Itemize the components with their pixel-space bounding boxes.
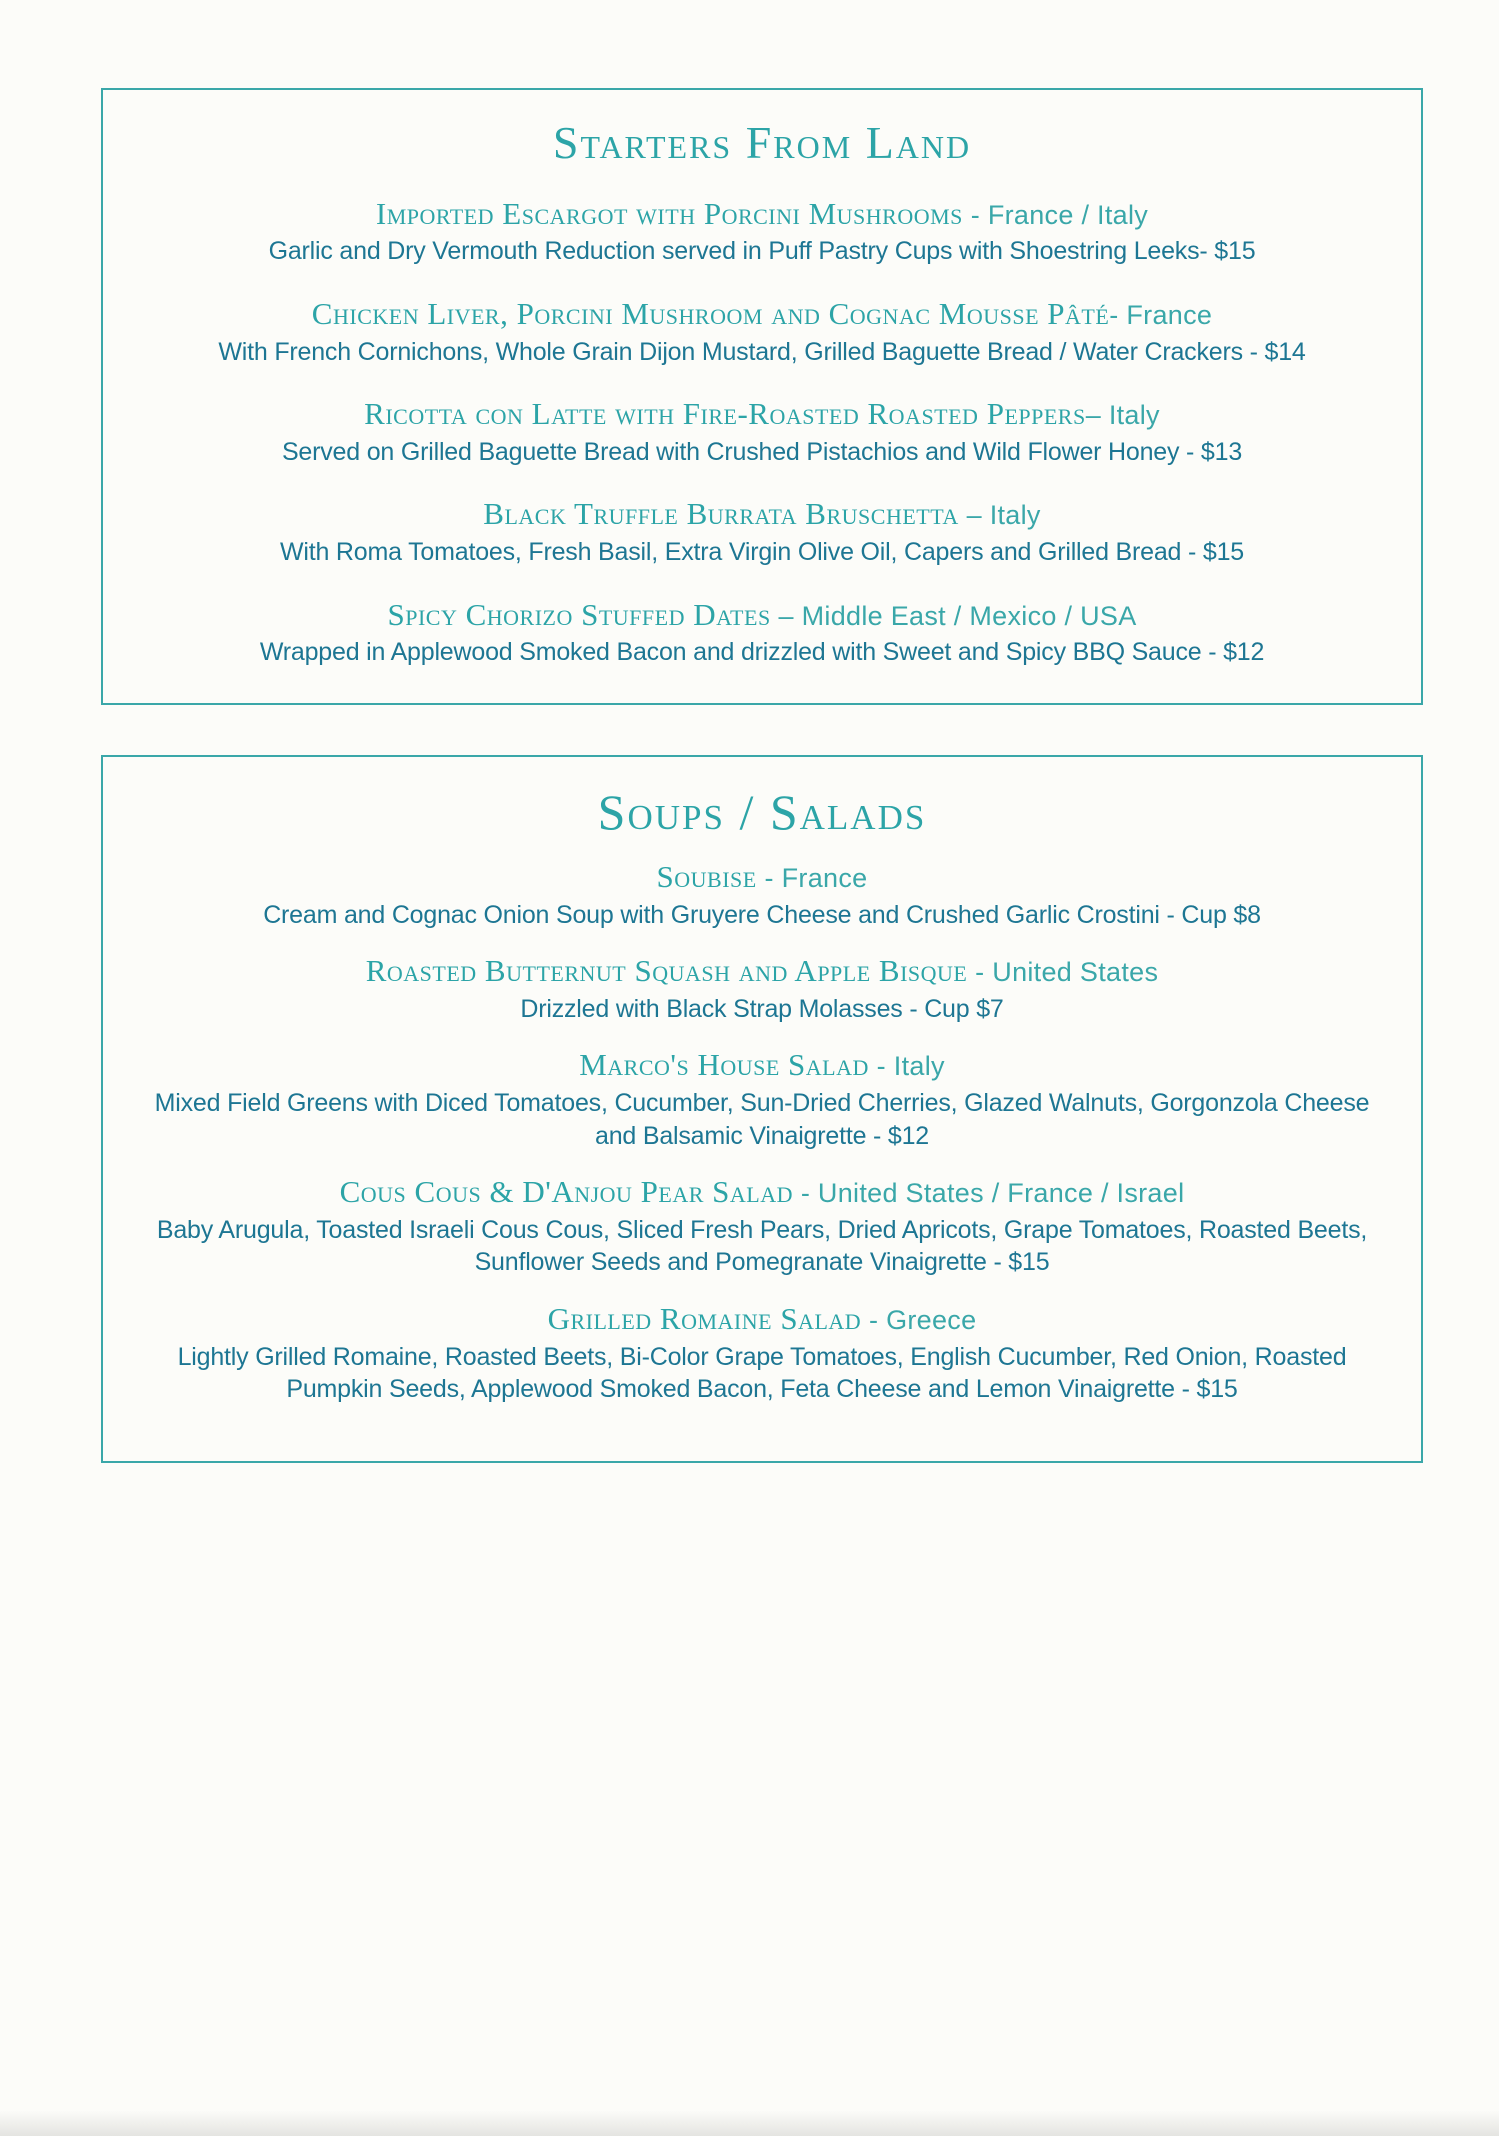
menu-item-name: Ricotta con Latte with Fire-Roasted Roasted Peppers <box>364 396 1086 432</box>
menu-item <box>145 952 1379 1025</box>
menu-item <box>145 858 1379 931</box>
menu-item-origin: – Middle East / Mexico / USA <box>770 600 1137 631</box>
section-title-starters: Starters From Land <box>552 117 972 168</box>
menu-item-origin: - France <box>1109 299 1213 330</box>
menu-item-title <box>145 596 1379 635</box>
menu-item-name: Marco's House Salad <box>579 1047 869 1083</box>
menu-item-description: Cream and Cognac Onion Soup with Gruyere Cheese and Crushed Garlic Crostini - Cup $8 <box>263 900 1261 929</box>
menu-item-origin: - United States / France / Israel <box>793 1178 1185 1209</box>
section-title-soups-salads: Soups / Salads <box>597 783 927 840</box>
menu-item-name: Chicken Liver, Porcini Mushroom and Cognac Mousse Pâté <box>311 295 1110 331</box>
menu-item-name: Grilled Romaine Salad <box>547 1300 862 1336</box>
menu-item-title <box>145 952 1379 991</box>
menu-item-description: Wrapped in Applewood Smoked Bacon and drizzled with Sweet and Spicy BBQ Sauce - $12 <box>259 638 1265 667</box>
menu-item-name: Roasted Butternut Squash and Apple Bisque <box>365 953 968 989</box>
menu-item-name: Soubise <box>656 858 757 894</box>
menu-item-title <box>145 1300 1379 1339</box>
menu-item-title <box>145 1173 1379 1212</box>
menu-item-description: With French Cornichons, Whole Grain Dijon Mustard, Grilled Baguette Bread / Water Crackers - $14 <box>218 337 1306 366</box>
menu-item-name: Spicy Chorizo Stuffed Dates <box>387 596 771 632</box>
menu-item-origin: – Italy <box>1085 400 1160 431</box>
menu-item-origin: - France <box>756 862 868 893</box>
menu-item-description: With Roma Tomatoes, Fresh Basil, Extra Virgin Olive Oil, Capers and Grilled Bread - $15 <box>279 538 1244 567</box>
menu-item-title <box>145 495 1379 534</box>
menu-item-origin: - Greece <box>861 1304 977 1335</box>
menu-item-name: Imported Escargot with Porcini Mushrooms <box>375 195 963 231</box>
menu-item-title <box>145 858 1379 897</box>
menu-item-description: Served on Grilled Baguette Bread with Crushed Pistachios and Wild Flower Honey - $13 <box>281 437 1243 466</box>
menu-item-title <box>145 195 1379 234</box>
menu-item-description: Baby Arugula, Toasted Israeli Cous Cous, Sliced Fresh Pears, Dried Apricots, Grape Tomatoes, Roasted Beets, Sunflower Seeds and Pomegranate Vinaigrette - $15 <box>156 1215 1368 1277</box>
menu-item-description: Drizzled with Black Strap Molasses - Cup $7 <box>520 994 1004 1023</box>
menu-item-description: Lightly Grilled Romaine, Roasted Beets, Bi-Color Grape Tomatoes, English Cucumber, Red Onion, Roasted Pumpkin Seeds, Applewood Smoked Bacon, Feta Cheese and Lemon Vinaigrette - $15 <box>177 1342 1347 1404</box>
menu-item-name: Black Truffle Burrata Bruschetta <box>483 496 959 532</box>
menu-item-title <box>145 1046 1379 1085</box>
menu-item <box>145 195 1379 268</box>
menu-item-title <box>145 295 1379 334</box>
menu-item-title <box>145 395 1379 434</box>
menu-item <box>145 295 1379 368</box>
menu-item-description: Garlic and Dry Vermouth Reduction served in Puff Pastry Cups with Shoestring Leeks- $15 <box>268 237 1256 266</box>
menu-item-origin: - United States <box>967 957 1159 988</box>
menu-item <box>145 395 1379 468</box>
menu-item-origin: - France / Italy <box>962 199 1149 230</box>
menu-item <box>145 1046 1379 1152</box>
menu-item <box>145 596 1379 669</box>
starters-from-land-section <box>101 88 1423 705</box>
menu-item <box>145 1173 1379 1279</box>
menu-item-name: Cous Cous & D'Anjou Pear Salad <box>339 1174 794 1210</box>
menu-page <box>0 88 1499 2136</box>
menu-item-origin: – Italy <box>958 500 1041 531</box>
menu-item <box>145 1300 1379 1406</box>
soups-salads-section <box>101 755 1423 1463</box>
menu-item-origin: - Italy <box>868 1051 945 1082</box>
menu-item <box>145 495 1379 568</box>
menu-item-description: Mixed Field Greens with Diced Tomatoes, Cucumber, Sun-Dried Cherries, Glazed Walnuts, Gorgonzola Cheese and Balsamic Vinaigrette - $12 <box>154 1089 1370 1150</box>
